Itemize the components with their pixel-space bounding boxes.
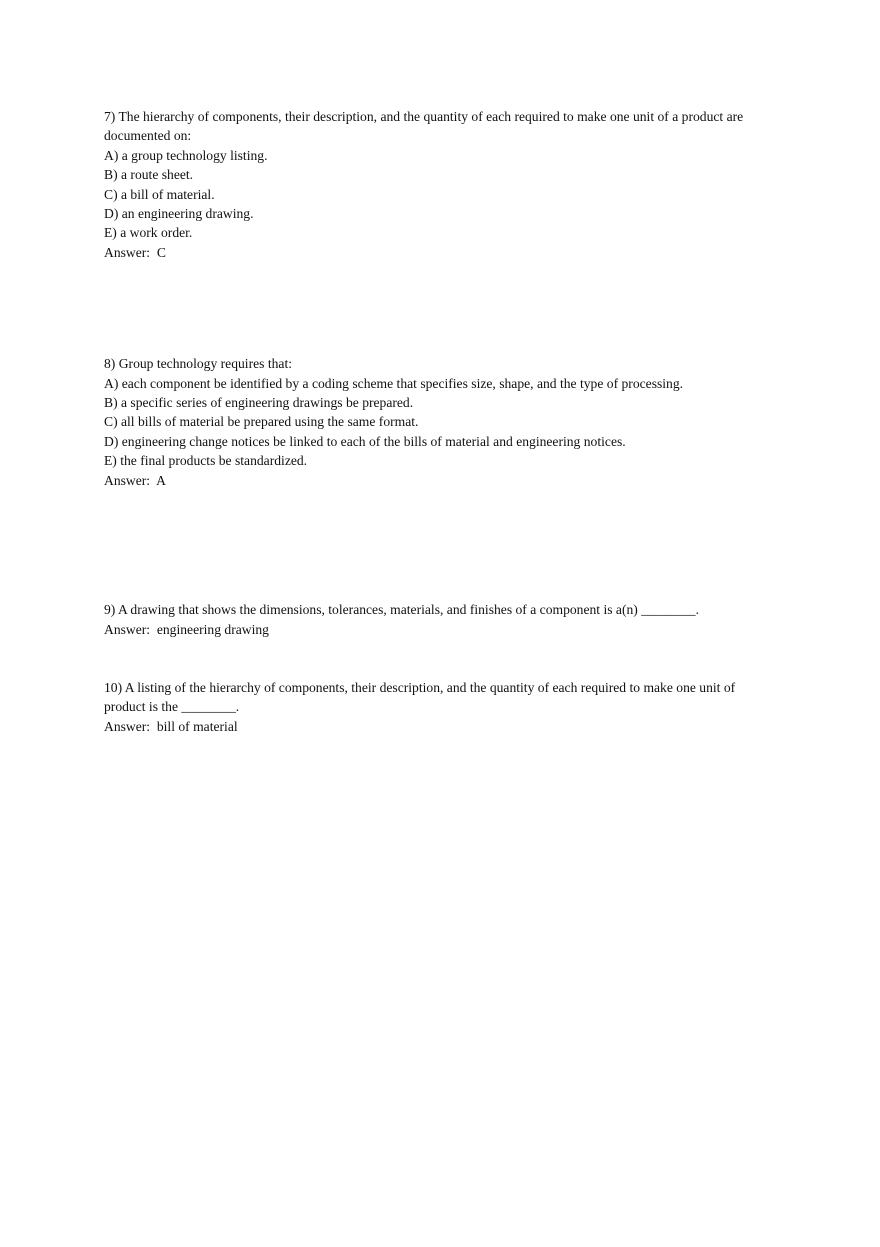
question-9: [104, 600, 776, 639]
question-8: [104, 354, 776, 490]
option-line: B) a specific series of engineering drawings be prepared.: [104, 395, 414, 411]
option-line: A) a group technology listing.: [104, 147, 268, 163]
option-line: B) a route sheet.: [104, 167, 194, 183]
option-line: C) a bill of material.: [104, 186, 215, 202]
option-line: D) engineering change notices be linked to each of the bills of material and engineering notices.: [104, 433, 626, 449]
question-prompt: 9) A drawing that shows the dimensions, tolerances, materials, and finishes of a component is a(n) ________.: [104, 602, 699, 618]
question-prompt: 10) A listing of the hierarchy of components, their description, and the quantity of each required to make one unit of product is the ________.: [104, 679, 739, 715]
option-line: C) all bills of material be prepared using the same format.: [104, 414, 419, 430]
option-line: E) a work order.: [104, 225, 193, 241]
answer-line: Answer: engineering drawing: [104, 621, 269, 637]
question-prompt: 8) Group technology requires that:: [104, 356, 292, 372]
question-10: [104, 678, 776, 736]
answer-line: Answer: C: [104, 244, 166, 260]
option-line: D) an engineering drawing.: [104, 206, 254, 222]
option-line: E) the final products be standardized.: [104, 453, 308, 469]
question-prompt: 7) The hierarchy of components, their description, and the quantity of each required to make one unit of a product are documented on:: [104, 109, 747, 144]
question-7: [104, 107, 776, 262]
answer-line: Answer: bill of material: [104, 718, 238, 734]
answer-line: Answer: A: [104, 472, 166, 488]
option-line: A) each component be identified by a coding scheme that specifies size, shape, and the type of processing.: [104, 375, 684, 391]
